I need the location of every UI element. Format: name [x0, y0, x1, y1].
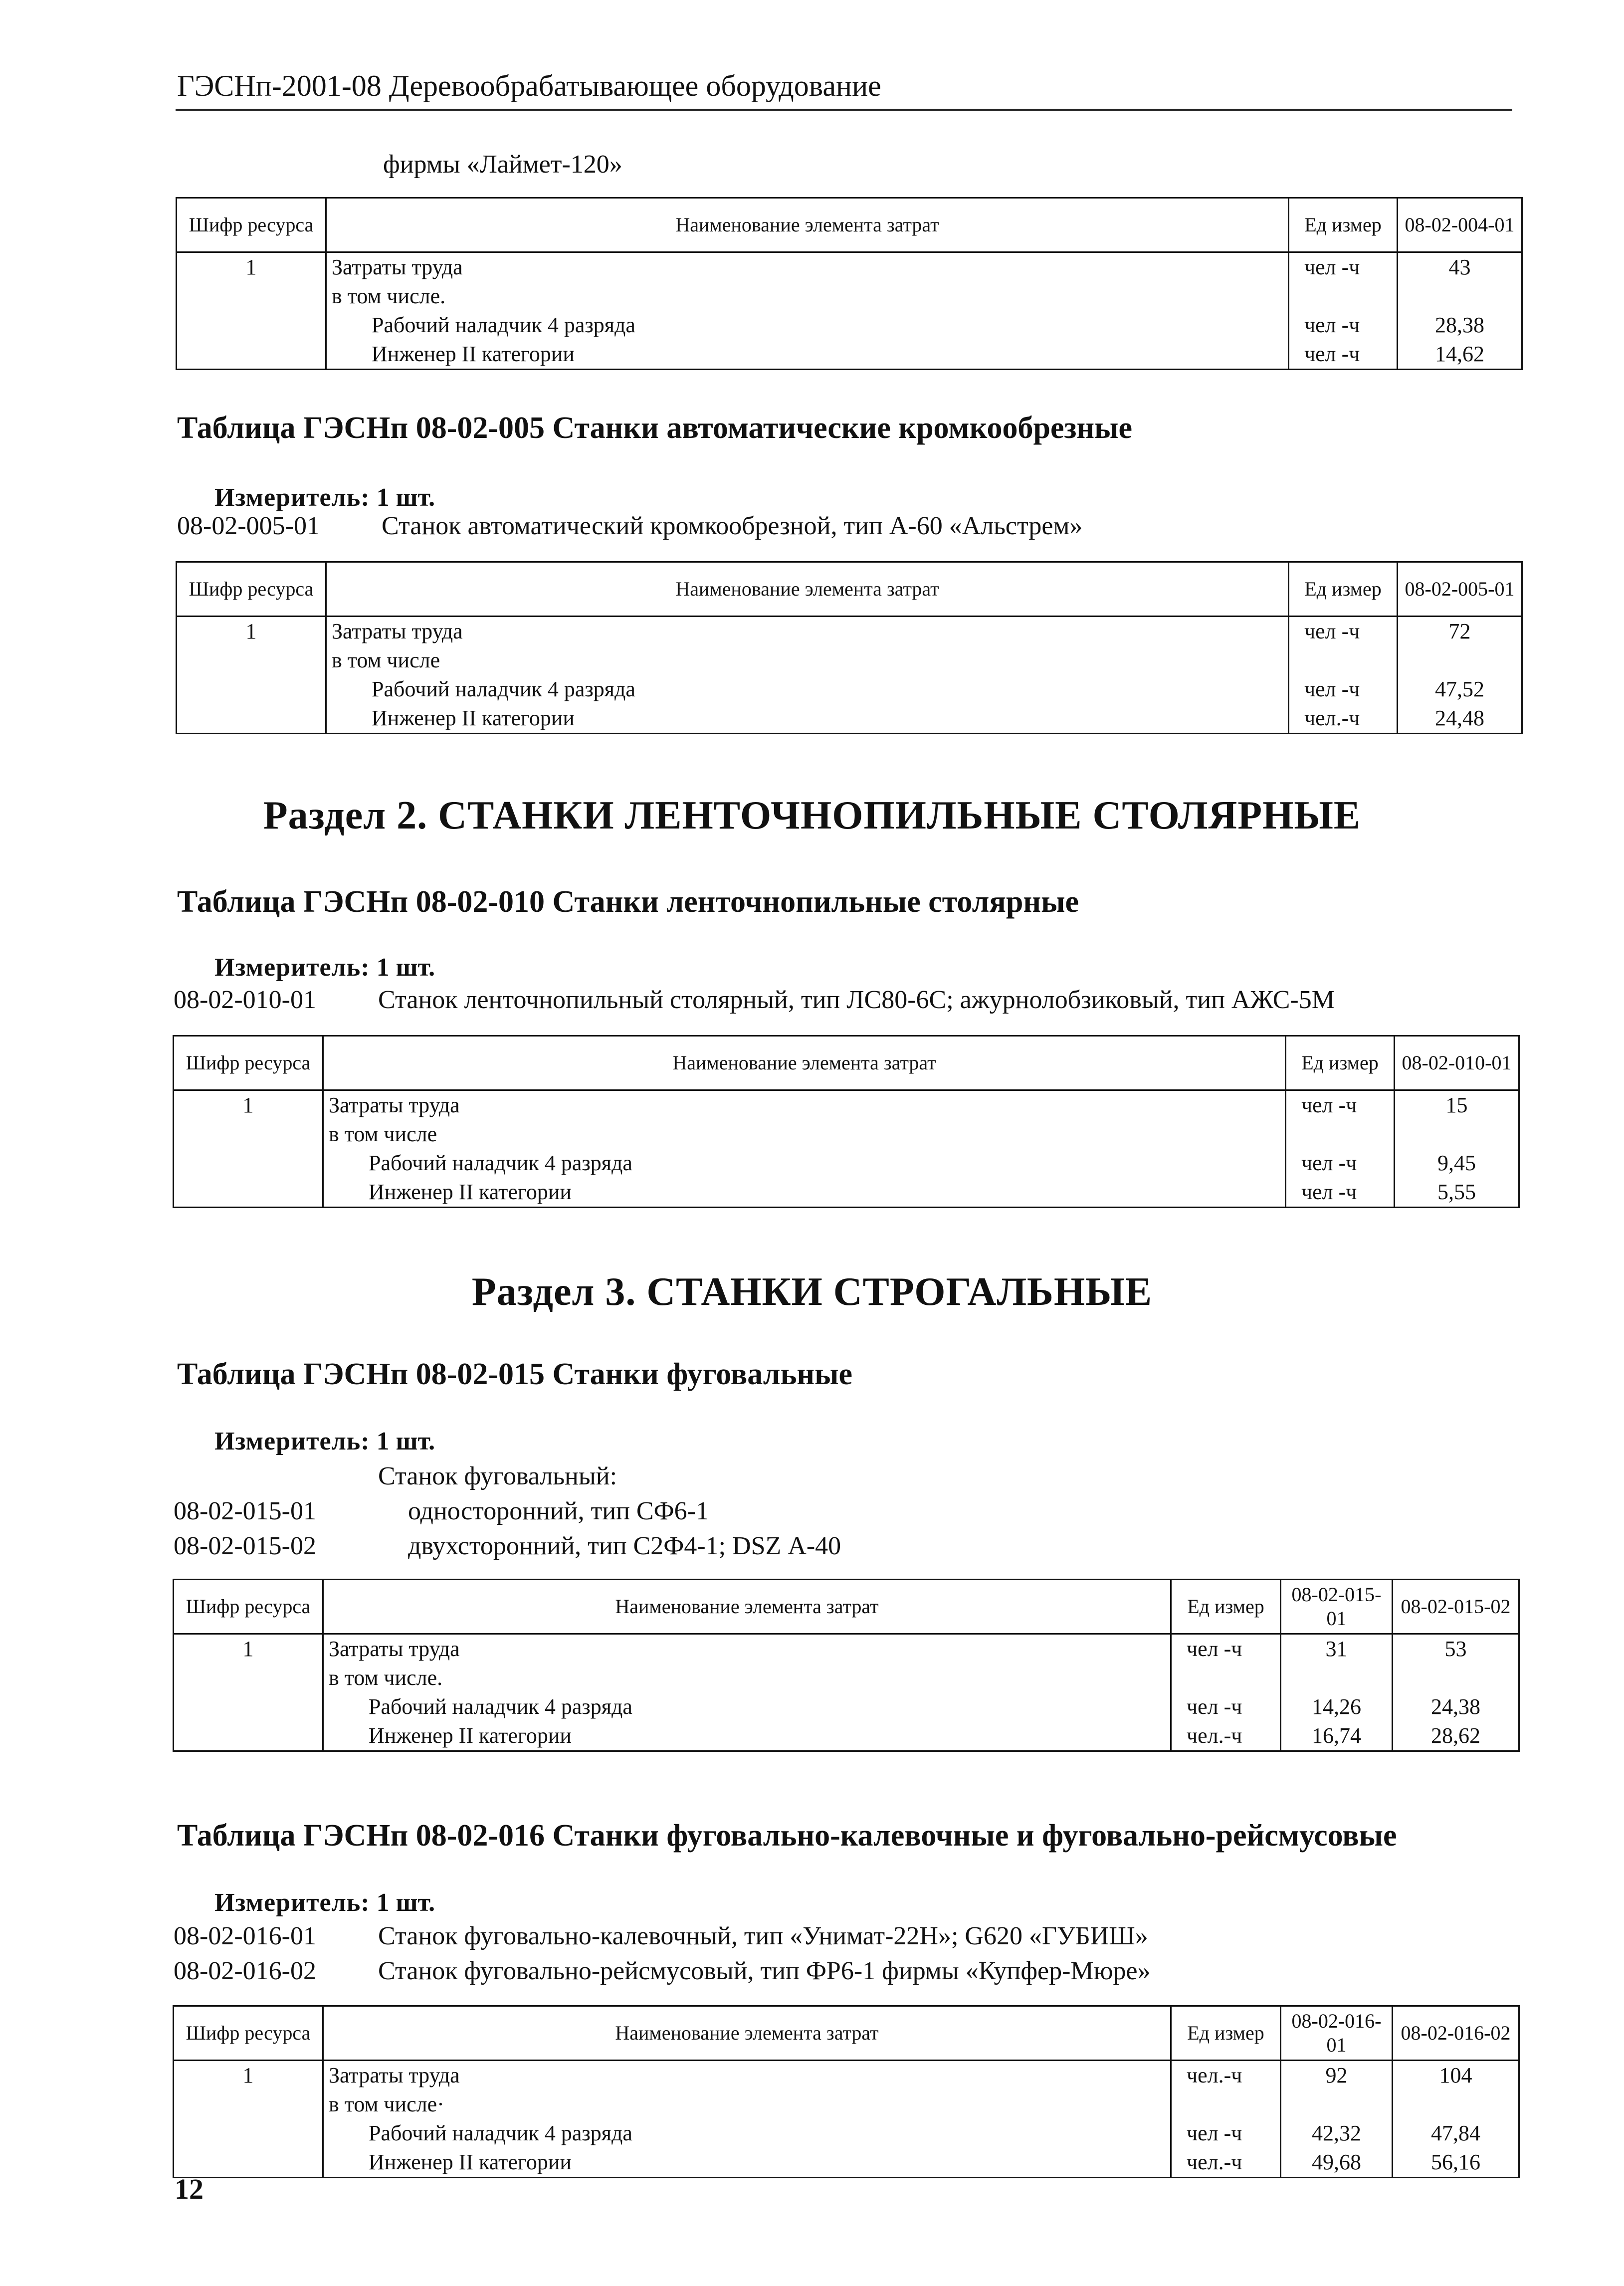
row-value: 28,38 [1398, 311, 1522, 340]
row-cost-element: в том числе [326, 646, 1289, 675]
row-value: 28,62 [1393, 1721, 1519, 1751]
item-description: Станок фуговально-рейсмусовый, тип ФР6-1 фирмы «Купфер-Мюре» [378, 1957, 1151, 1985]
table-header-row [174, 2006, 1519, 2061]
row-resource-code: 1 [174, 1634, 323, 1664]
table-header-row [174, 1580, 1519, 1634]
table-row [177, 646, 1522, 675]
col-header-unit: Ед измер [1289, 562, 1398, 617]
row-resource-code [174, 1178, 323, 1208]
row-value: 53 [1393, 1634, 1519, 1664]
col-header-unit: Ед измер [1286, 1036, 1395, 1090]
row-value: 31 [1281, 1634, 1393, 1664]
row-resource-code [177, 282, 326, 311]
row-value [1281, 1663, 1393, 1692]
col-header-resource-code: Шифр ресурса [174, 1036, 323, 1090]
section-2-heading: Раздел 2. СТАНКИ ЛЕНТОЧНОПИЛЬНЫЕ СТОЛЯРНЫЕ [263, 794, 1361, 837]
item-description: Станок ленточнопильный столярный, тип ЛС80-6С; ажурнолобзиковый, тип АЖС-5М [378, 986, 1335, 1014]
group-line [378, 1461, 617, 1491]
table-row [177, 675, 1522, 704]
row-unit: чел.-ч [1171, 2061, 1281, 2090]
item-code: 08-02-016-01 [174, 1922, 316, 1950]
row-resource-code [174, 1149, 323, 1178]
col-header-norm-code: 08-02-010-01 [1395, 1036, 1519, 1090]
row-unit: чел -ч [1286, 1178, 1395, 1208]
row-resource-code [177, 704, 326, 734]
row-unit: чел.-ч [1171, 1721, 1281, 1751]
table-header-row [177, 198, 1522, 252]
row-value [1398, 646, 1522, 675]
header-rule [176, 109, 1512, 111]
measure-label: Измеритель: [214, 1427, 370, 1455]
row-unit: чел -ч [1286, 1090, 1395, 1120]
table-row [174, 2119, 1519, 2148]
item-description: двухсторонний, тип С2Ф4-1; DSZ А-40 [408, 1532, 841, 1560]
row-value [1395, 1120, 1519, 1149]
measure-line [214, 1888, 435, 1917]
table-row [174, 2061, 1519, 2090]
measure-label: Измеритель: [214, 953, 370, 982]
row-value: 47,52 [1398, 675, 1522, 704]
row-resource-code [174, 2090, 323, 2119]
cost-table-08-02-004 [176, 197, 1523, 370]
row-unit: чел -ч [1289, 617, 1398, 646]
table-row [177, 311, 1522, 340]
measure-line [214, 1427, 435, 1456]
table-title-08-02-016: Таблица ГЭСНп 08-02-016 Станки фуговально-калевочные и фуговально-рейсмусовые [177, 1819, 1397, 1853]
col-header-resource-code: Шифр ресурса [174, 1580, 323, 1634]
col-header-cost-element: Наименование элемента затрат [323, 2006, 1171, 2061]
row-cost-element: Инженер II категории [323, 1721, 1171, 1751]
row-cost-element: в том числе. [326, 282, 1289, 311]
row-value: 104 [1393, 2061, 1519, 2090]
section-3-heading: Раздел 3. СТАНКИ СТРОГАЛЬНЫЕ [471, 1270, 1153, 1314]
table-row [177, 252, 1522, 282]
row-resource-code [177, 646, 326, 675]
row-cost-element: Рабочий наладчик 4 разряда [326, 311, 1289, 340]
row-value: 5,55 [1395, 1178, 1519, 1208]
row-cost-element: в том числе [323, 1120, 1286, 1149]
cost-table-08-02-010 [173, 1035, 1520, 1208]
row-resource-code [174, 1120, 323, 1149]
row-unit: чел -ч [1289, 252, 1398, 282]
table-row [174, 1663, 1519, 1692]
row-value: 72 [1398, 617, 1522, 646]
row-unit: чел.-ч [1171, 2148, 1281, 2178]
table-row [174, 1149, 1519, 1178]
col-header-resource-code: Шифр ресурса [177, 562, 326, 617]
col-header-unit: Ед измер [1171, 2006, 1281, 2061]
row-unit: чел.-ч [1289, 704, 1398, 734]
cost-table-08-02-005 [176, 561, 1523, 734]
row-cost-element: Затраты труда [323, 2061, 1171, 2090]
item-code: 08-02-015-01 [174, 1497, 316, 1525]
col-header-norm-code: 08-02-005-01 [1398, 562, 1522, 617]
item-code: 08-02-010-01 [174, 986, 316, 1014]
row-unit: чел -ч [1171, 1692, 1281, 1721]
measure-value: 1 шт. [376, 483, 435, 512]
measure-value: 1 шт. [376, 1427, 435, 1455]
item-code: 08-02-016-02 [174, 1957, 316, 1985]
row-unit [1289, 282, 1398, 311]
col-header-norm-code: 08-02-015-01 [1281, 1580, 1393, 1634]
row-unit [1289, 646, 1398, 675]
table-row [174, 1120, 1519, 1149]
col-header-cost-element: Наименование элемента затрат [323, 1036, 1286, 1090]
item-code: 08-02-015-02 [174, 1532, 316, 1560]
row-resource-code: 1 [174, 1090, 323, 1120]
continuation-caption: фирмы «Лаймет-120» [383, 150, 622, 179]
table-row [174, 1721, 1519, 1751]
cost-table-08-02-015 [173, 1579, 1520, 1752]
table-title-08-02-015: Таблица ГЭСНп 08-02-015 Станки фуговальные [177, 1357, 853, 1391]
table-title-08-02-005: Таблица ГЭСНп 08-02-005 Станки автоматические кромкообрезные [177, 411, 1133, 445]
row-cost-element: Затраты труда [326, 617, 1289, 646]
table-title-08-02-010: Таблица ГЭСНп 08-02-010 Станки ленточнопильные столярные [177, 885, 1079, 919]
row-unit: чел -ч [1289, 340, 1398, 370]
table-row [174, 2148, 1519, 2178]
measure-value: 1 шт. [376, 953, 435, 982]
row-value: 43 [1398, 252, 1522, 282]
col-header-norm-code: 08-02-004-01 [1398, 198, 1522, 252]
row-resource-code: 1 [177, 617, 326, 646]
row-value: 9,45 [1395, 1149, 1519, 1178]
row-unit: чел -ч [1289, 675, 1398, 704]
measure-value: 1 шт. [376, 1888, 435, 1917]
group-label: Станок фуговальный: [378, 1462, 617, 1490]
row-value: 24,38 [1393, 1692, 1519, 1721]
row-value [1281, 2090, 1393, 2119]
row-cost-element: в том числе. [323, 1663, 1171, 1692]
measure-label: Измеритель: [214, 1888, 370, 1917]
row-value: 49,68 [1281, 2148, 1393, 2178]
measure-line [214, 483, 435, 512]
row-cost-element: Рабочий наладчик 4 разряда [323, 1692, 1171, 1721]
row-resource-code: 1 [177, 252, 326, 282]
table-header-row [177, 562, 1522, 617]
item-description: односторонний, тип СФ6-1 [408, 1497, 709, 1525]
col-header-unit: Ед измер [1171, 1580, 1281, 1634]
row-unit: чел -ч [1171, 2119, 1281, 2148]
row-unit: чел -ч [1171, 1634, 1281, 1664]
row-cost-element: Инженер II категории [323, 2148, 1171, 2178]
row-cost-element: Затраты труда [326, 252, 1289, 282]
table-row [177, 282, 1522, 311]
row-value: 16,74 [1281, 1721, 1393, 1751]
table-row [174, 1634, 1519, 1664]
col-header-cost-element: Наименование элемента затрат [326, 562, 1289, 617]
measure-line [214, 953, 435, 982]
col-header-cost-element: Наименование элемента затрат [326, 198, 1289, 252]
row-unit [1286, 1120, 1395, 1149]
row-value [1393, 1663, 1519, 1692]
row-resource-code [174, 1721, 323, 1751]
row-resource-code [177, 340, 326, 370]
running-header: ГЭСНп-2001-08 Деревообрабатывающее оборудование [177, 69, 881, 102]
col-header-norm-code: 08-02-016-02 [1393, 2006, 1519, 2061]
table-row [174, 1692, 1519, 1721]
table-row [174, 1090, 1519, 1120]
item-description: Станок автоматический кромкообрезной, тип А-60 «Альстрем» [382, 512, 1083, 540]
row-cost-element: Затраты труда [323, 1090, 1286, 1120]
row-resource-code [174, 2119, 323, 2148]
row-resource-code [174, 1663, 323, 1692]
row-cost-element: Инженер II категории [326, 340, 1289, 370]
row-cost-element: Инженер II категории [326, 704, 1289, 734]
col-header-cost-element: Наименование элемента затрат [323, 1580, 1171, 1634]
table-row [177, 617, 1522, 646]
row-resource-code [177, 311, 326, 340]
row-cost-element: Затраты труда [323, 1634, 1171, 1664]
cost-table-08-02-016 [173, 2005, 1520, 2178]
table-header-row [174, 1036, 1519, 1090]
col-header-resource-code: Шифр ресурса [177, 198, 326, 252]
row-value: 47,84 [1393, 2119, 1519, 2148]
row-cost-element: Инженер II категории [323, 1178, 1286, 1208]
row-unit [1171, 2090, 1281, 2119]
table-row [174, 1178, 1519, 1208]
row-value [1398, 282, 1522, 311]
row-resource-code [177, 675, 326, 704]
row-cost-element: Рабочий наладчик 4 разряда [326, 675, 1289, 704]
row-unit: чел -ч [1286, 1149, 1395, 1178]
col-header-norm-code: 08-02-016-01 [1281, 2006, 1393, 2061]
row-unit [1171, 1663, 1281, 1692]
row-value: 15 [1395, 1090, 1519, 1120]
row-value: 92 [1281, 2061, 1393, 2090]
row-value: 42,32 [1281, 2119, 1393, 2148]
item-description: Станок фуговально-калевочный, тип «Унимат-22Н»; G620 «ГУБИШ» [378, 1922, 1148, 1950]
row-resource-code [174, 1692, 323, 1721]
row-cost-element: Рабочий наладчик 4 разряда [323, 1149, 1286, 1178]
col-header-norm-code: 08-02-015-02 [1393, 1580, 1519, 1634]
row-value: 14,26 [1281, 1692, 1393, 1721]
row-value: 14,62 [1398, 340, 1522, 370]
table-row [177, 704, 1522, 734]
row-cost-element: Рабочий наладчик 4 разряда [323, 2119, 1171, 2148]
item-code: 08-02-005-01 [177, 512, 320, 540]
measure-label: Измеритель: [214, 483, 370, 512]
row-cost-element: в том числе· [323, 2090, 1171, 2119]
row-resource-code: 1 [174, 2061, 323, 2090]
col-header-resource-code: Шифр ресурса [174, 2006, 323, 2061]
table-row [174, 2090, 1519, 2119]
row-value: 56,16 [1393, 2148, 1519, 2178]
page-number: 12 [175, 2173, 203, 2205]
row-unit: чел -ч [1289, 311, 1398, 340]
col-header-unit: Ед измер [1289, 198, 1398, 252]
row-value: 24,48 [1398, 704, 1522, 734]
row-value [1393, 2090, 1519, 2119]
table-row [177, 340, 1522, 370]
